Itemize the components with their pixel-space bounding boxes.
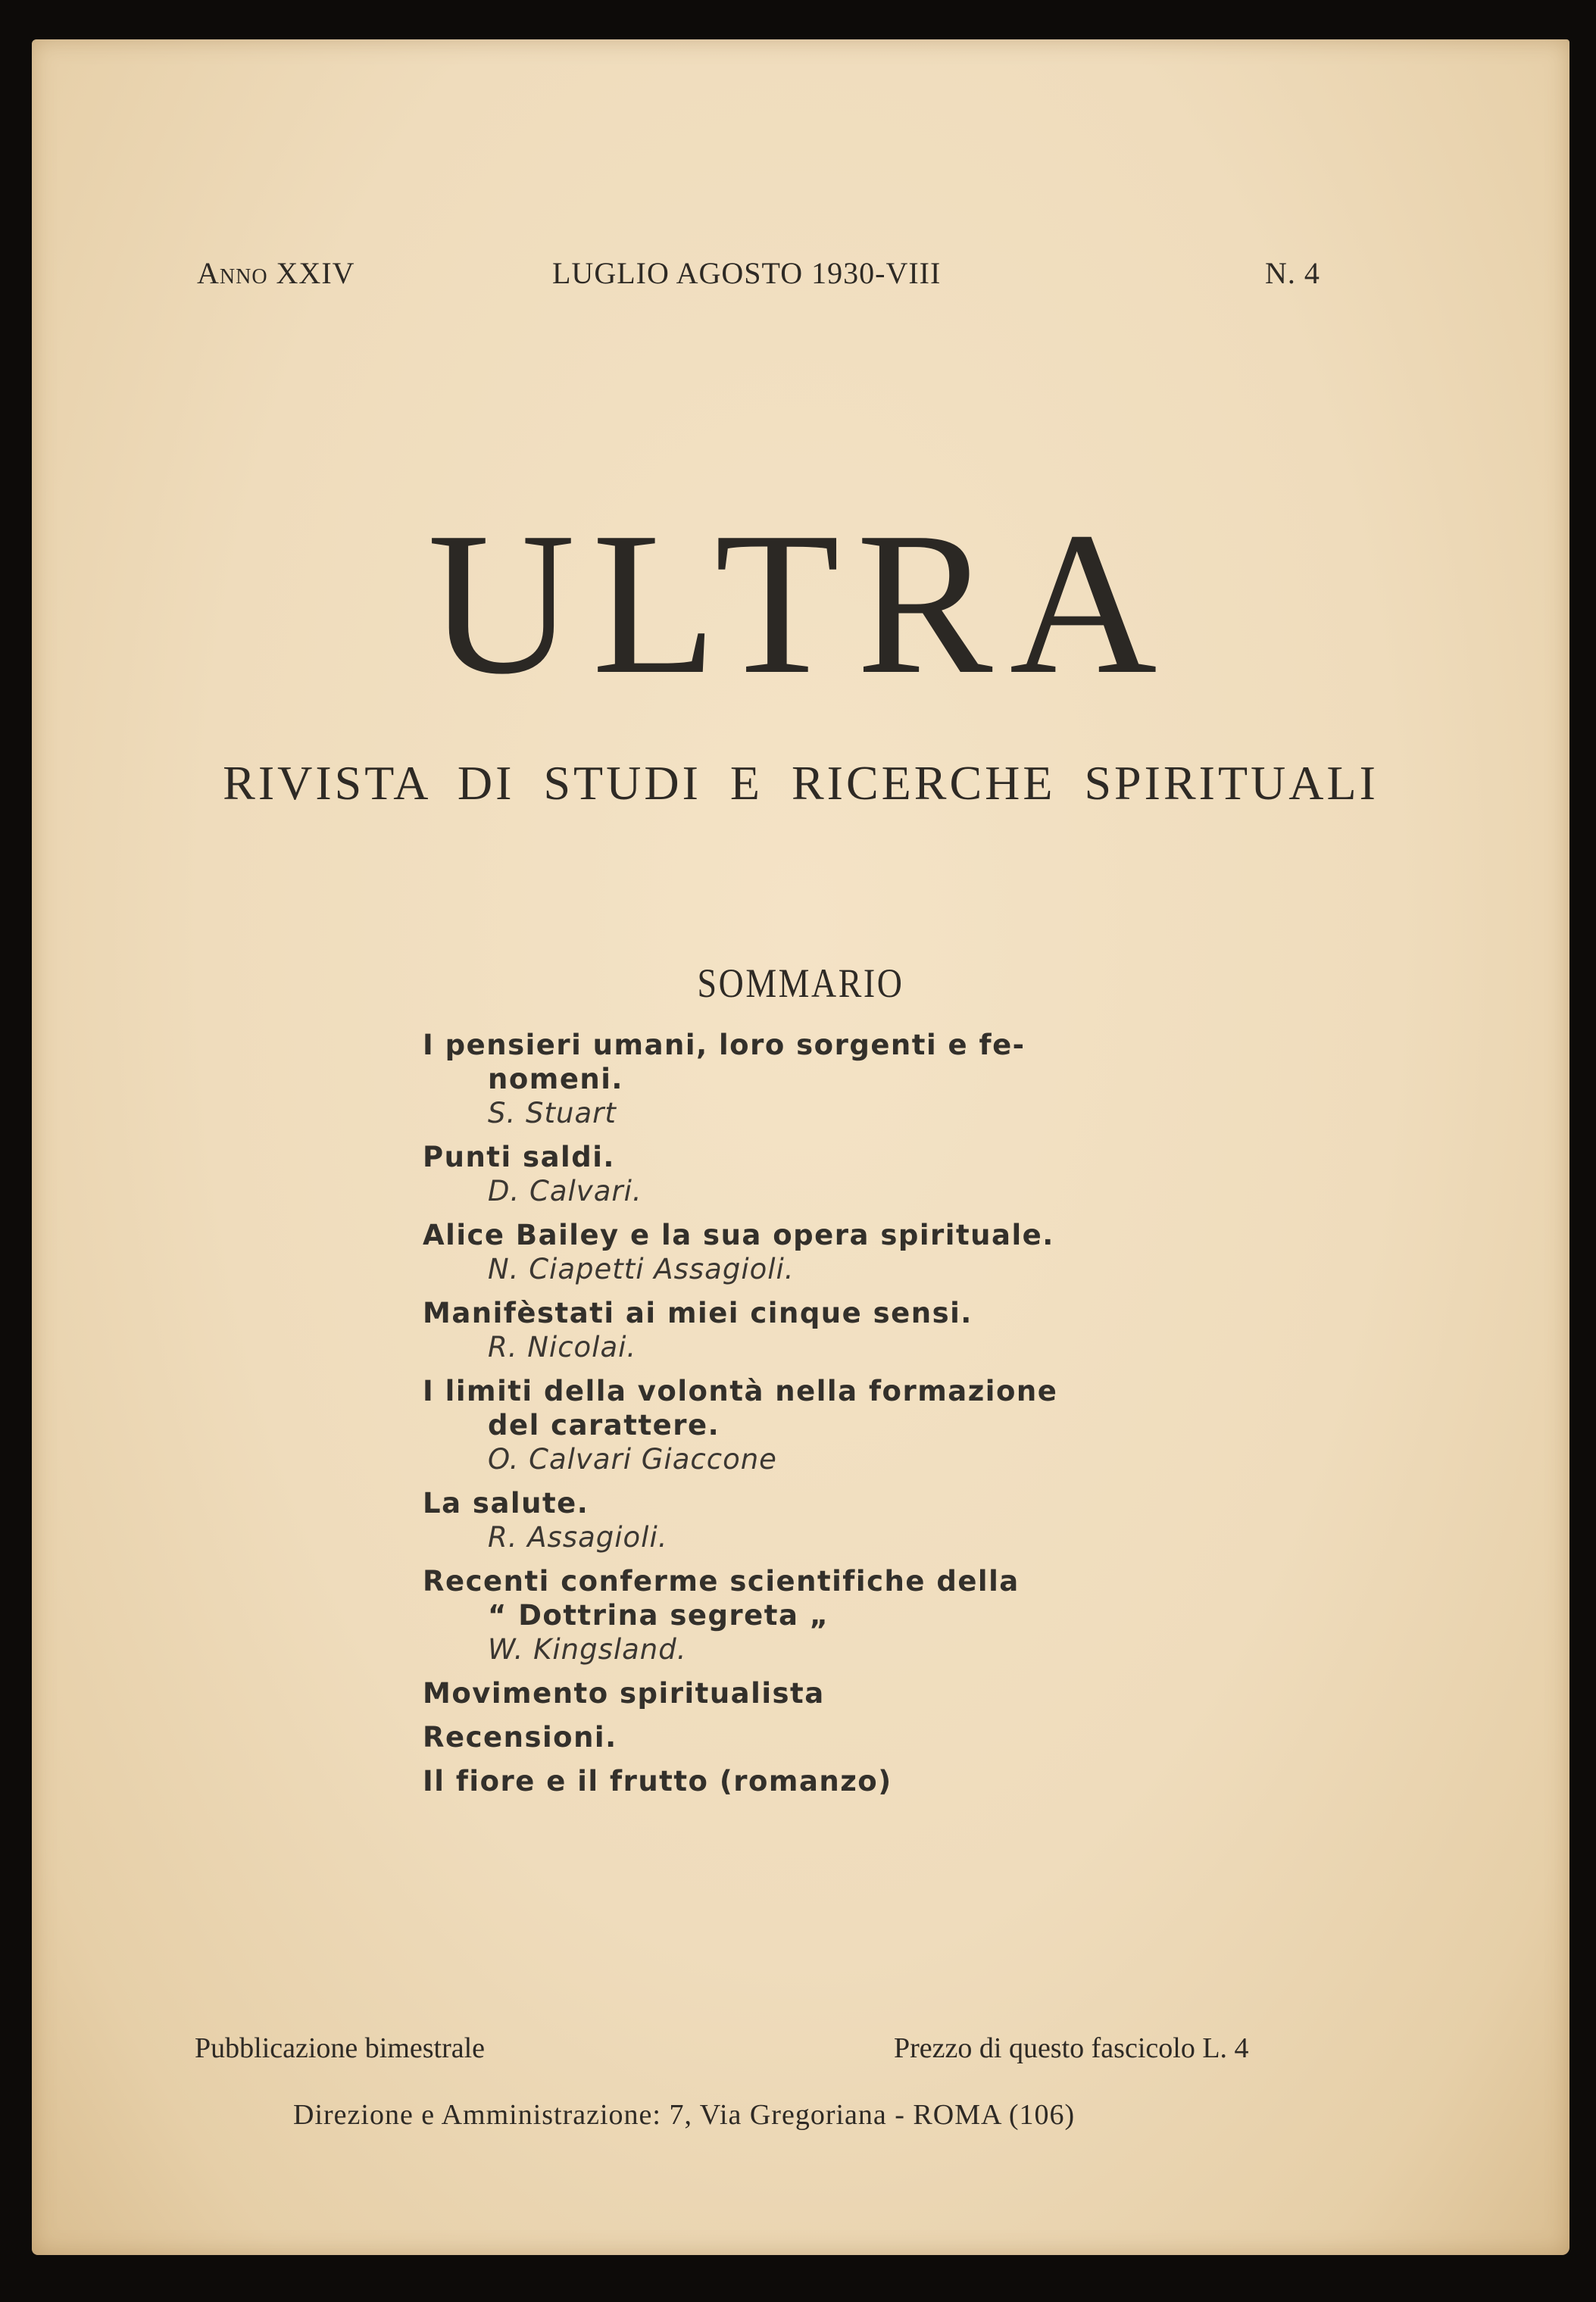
contents-entry [423, 1486, 1150, 1554]
contents-entry [423, 1028, 1150, 1130]
article-title-line: Punti saldi. [423, 1141, 615, 1173]
publication-frequency: Pubblicazione bimestrale [195, 2032, 486, 2064]
article-title-line: Alice Bailey e la sua opera spirituale. [423, 1219, 1054, 1251]
contents-entry [423, 1764, 1150, 1798]
issue-date: LUGLIO AGOSTO 1930-VIII [552, 256, 942, 290]
contents-entry [423, 1564, 1150, 1666]
article-title-line: Manifèstati ai miei cinque sensi. [423, 1297, 973, 1329]
article-title-line: Il fiore e il frutto (romanzo) [423, 1765, 892, 1798]
article-title-line: Movimento spiritualista [423, 1677, 825, 1710]
contents-entry [423, 1296, 1150, 1364]
article-title-line: La salute. [423, 1487, 589, 1520]
article-author: N. Ciapetti Assagioli. [488, 1253, 795, 1285]
table-of-contents [423, 1028, 1150, 1808]
article-author: W. Kingsland. [488, 1633, 687, 1666]
contents-entry [423, 1676, 1150, 1710]
article-title-line: Recenti conferme scientifiche della [423, 1565, 1020, 1598]
article-title-line: I limiti della volontà nella formazione [423, 1375, 1058, 1407]
publisher-address: Direzione e Amministrazione: 7, Via Gregoriana - ROMA (106) [293, 2099, 1076, 2131]
volume-year: Anno XXIV [197, 256, 355, 290]
article-title-line: Recensioni. [423, 1721, 617, 1754]
article-title-line: del carattere. [488, 1409, 720, 1441]
article-title-line: “ Dottrina segreta „ [488, 1599, 829, 1632]
article-title-line: I pensieri umani, loro sorgenti e fe- [423, 1029, 1026, 1061]
contents-entry [423, 1374, 1150, 1476]
magazine-title: ULTRA [427, 490, 1174, 717]
article-author: O. Calvari Giaccone [488, 1443, 777, 1476]
contents-entry [423, 1218, 1150, 1286]
article-author: R. Assagioli. [488, 1521, 668, 1554]
issue-price: Prezzo di questo fascicolo L. 4 [894, 2032, 1249, 2064]
article-author: R. Nicolai. [488, 1331, 637, 1363]
contents-entry [423, 1140, 1150, 1208]
article-title-line: nomeni. [488, 1063, 623, 1095]
contents-entry [423, 1720, 1150, 1754]
magazine-cover [32, 39, 1569, 2255]
article-author: S. Stuart [488, 1097, 617, 1129]
issue-number: N. 4 [1265, 256, 1320, 290]
contents-heading: SOMMARIO [697, 960, 904, 1006]
article-author: D. Calvari. [488, 1175, 642, 1207]
magazine-subtitle: RIVISTA DI STUDI E RICERCHE SPIRITUALI [223, 756, 1379, 810]
